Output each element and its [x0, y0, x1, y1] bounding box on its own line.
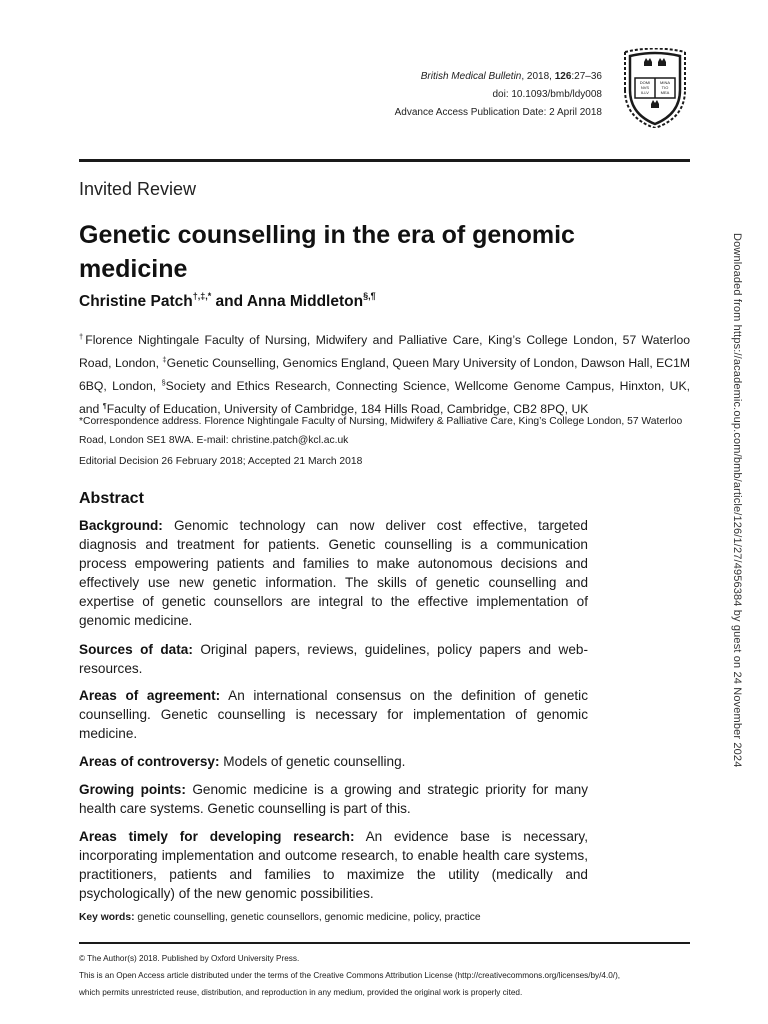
crest-text: TIO — [661, 85, 669, 90]
footer-divider — [79, 942, 690, 944]
affiliation-mark: § — [161, 378, 166, 387]
keywords — [79, 912, 481, 923]
author-affiliation-marks: §,¶ — [363, 291, 376, 301]
affiliation-mark: ¶ — [102, 401, 107, 410]
abstract-heading: Abstract — [79, 490, 144, 507]
abstract-section-label: Background: — [79, 518, 163, 533]
license-line[interactable]: This is an Open Access article distributed under the terms of the Creative Commons Attribution License (http://creativecommons.org/licenses/by/4.0/), — [79, 971, 621, 980]
correspondence-address: *Correspondence address. Florence Nightingale Faculty of Nursing, Midwifery & Palliative Care, King’s College London, 57 Waterloo Road, London SE1 8WA. E-mail: christine.patch@kcl.ac.uk — [79, 416, 683, 446]
editorial-dates: Editorial Decision 26 February 2018; Accepted 21 March 2018 — [79, 456, 363, 467]
abstract-section-controversy — [79, 752, 588, 771]
affiliation-mark: ‡ — [162, 355, 167, 364]
abstract-section-label: Areas timely for developing research: — [79, 829, 355, 844]
oxford-crest-logo — [620, 48, 690, 128]
crest-text: NVS — [640, 85, 650, 90]
abstract-section-label: Areas of agreement: — [79, 688, 221, 703]
abstract-section-text: Genomic technology can now deliver cost effective, targeted diagnosis and treatment for patients. Genetic counselling is a communication process empowering patients and families to make autonomous decisions and effectively use new genetic information. The skills of genetic counselling and expertise of genetic counsellors are integral to the effective implementation of genomic medicine. — [79, 518, 588, 628]
keywords-label: Key words: — [79, 912, 135, 923]
license-line: which permits unrestricted reuse, distribution, and reproduction in any medium, provided the original work is properly cited. — [79, 988, 523, 997]
abstract-section-agreement — [79, 686, 588, 743]
author-list — [79, 291, 376, 311]
article-type-label: Invited Review — [79, 179, 197, 199]
abstract-section-sources — [79, 640, 588, 678]
crest-text: MEA — [660, 90, 670, 95]
crest-text: MINA — [660, 80, 670, 85]
abstract-section-label: Sources of data: — [79, 642, 193, 657]
doi-line[interactable]: doi: 10.1093/bmb/ldy008 — [492, 89, 602, 100]
abstract-section-text: Models of genetic counselling. — [219, 754, 406, 769]
author-name[interactable]: Anna Middleton — [246, 293, 364, 310]
abstract-section-text: An international consensus on the definition of genetic counselling. Genetic counselling is necessary for implementation of genomic medicine. — [79, 688, 589, 741]
header-divider — [79, 159, 690, 162]
abstract-section-growing-points — [79, 780, 588, 818]
keywords-list: genetic counselling, genetic counsellors, genomic medicine, policy, practice — [134, 912, 481, 923]
author-name[interactable]: Christine Patch — [79, 293, 193, 310]
abstract-section-label: Areas of controversy: — [79, 754, 220, 769]
crest-text: DOMI — [639, 80, 651, 85]
journal-name: British Medical Bulletin — [420, 71, 522, 82]
copyright-line: © The Author(s) 2018. Published by Oxford University Press. — [79, 954, 300, 963]
crest-text: ILLV — [641, 90, 649, 95]
author-affiliation-marks: †,‡,* — [192, 291, 212, 301]
abstract-section-text: Genomic medicine is a growing and strategic priority for many health care systems. Genetic counselling is part of this. — [79, 782, 588, 816]
license-footer — [79, 950, 719, 1001]
author-conjunction: and — [211, 293, 247, 310]
journal-pages: :27–36 — [571, 71, 602, 82]
article-title: Genetic counselling in the era of genomic medicine — [79, 221, 575, 283]
journal-volume: 126 — [554, 71, 572, 82]
abstract-section-text: An evidence base is necessary, incorporating implementation and outcome research, to enable health care systems, practitioners, patients and families to maximize the utility (medically and psychologically) of the new genomic possibilities. — [79, 829, 588, 901]
abstract-section-label: Growing points: — [79, 782, 186, 797]
abstract-section-background — [79, 516, 588, 630]
download-watermark: Downloaded from https://academic.oup.com/bmb/article/126/1/27/4956384 by guest on 24 November 2024 — [731, 233, 743, 768]
affiliation-text: Faculty of Education, University of Cambridge, 184 Hills Road, Cambridge, CB2 8PQ, UK — [106, 402, 589, 416]
affiliation-text: Society and Ethics Research, Connecting Science, Wellcome Genome Campus, Hinxton, UK, and — [79, 379, 690, 416]
abstract-section-research — [79, 827, 588, 903]
affiliations — [79, 327, 690, 419]
journal-year: , 2018, — [521, 71, 555, 82]
affiliation-mark: † — [79, 332, 86, 341]
affiliation-text: Florence Nightingale Faculty of Nursing, Midwifery and Palliative Care, King’s College London, 57 Waterloo Road, London, — [79, 333, 690, 370]
affiliation-text: Genetic Counselling, Genomics England, Queen Mary University of London, Dawson Hall, EC1M 6BQ, London, — [79, 356, 690, 393]
journal-citation-block — [182, 68, 602, 122]
abstract-section-text: Original papers, reviews, guidelines, policy papers and web-resources. — [79, 642, 588, 676]
advance-access-line: Advance Access Publication Date: 2 April 2018 — [394, 107, 602, 118]
journal-citation-line — [182, 68, 602, 86]
